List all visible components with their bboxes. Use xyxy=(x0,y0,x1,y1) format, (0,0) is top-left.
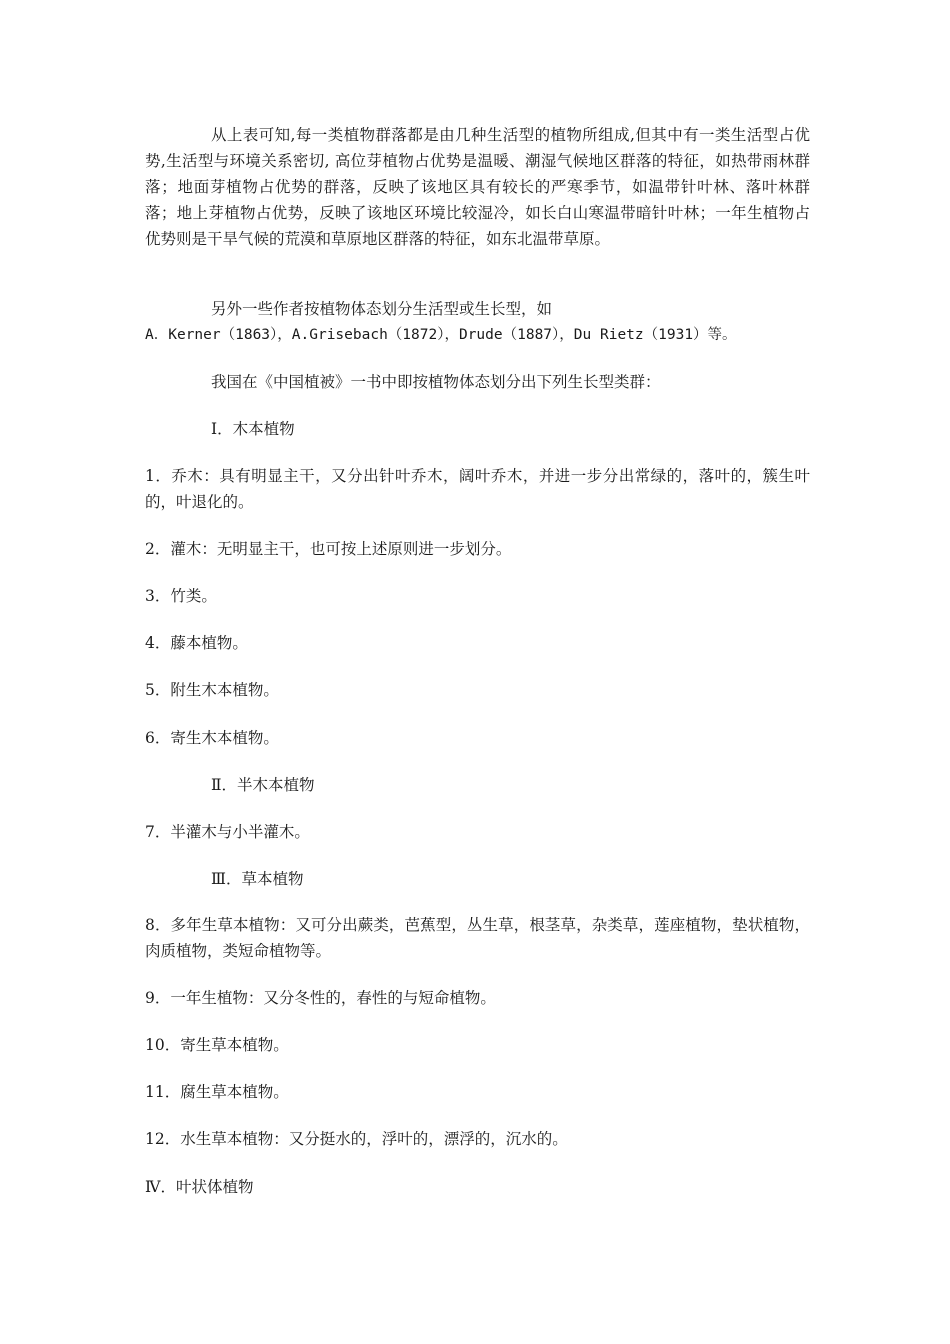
paragraph-other-authors-line2: A．Kerner（1863），A.Grisebach（1872），Drude（1887），Du Rietz（1931）等。 xyxy=(145,327,737,343)
list-item: 7．半灌木与小半灌木。 xyxy=(145,823,310,841)
list-item: 5．附生木本植物。 xyxy=(145,681,279,699)
list-item: 3．竹类。 xyxy=(145,587,217,605)
list-item: 6．寄生木本植物。 xyxy=(145,729,279,747)
paragraph-life-form-dominance: 从上表可知,每一类植物群落都是由几种生活型的植物所组成,但其中有一类生活型占优势,生活型与环境关系密切, 高位芽植物占优势是温暖、潮湿气候地区群落的特征，如热带雨林群落；地面芽植物占优势的群落，反映了该地区具有较长的严寒季节，如温带针叶林、落叶林群落；地上芽植物占优势，反映了该地区环境比较湿冷，如长白山寒温带暗针叶林；一年生植物占优势则是干旱气候的荒漠和草原地区群落的特征，如东北温带草原。 xyxy=(145,126,810,248)
list-item: 2．灌木：无明显主干，也可按上述原则进一步划分。 xyxy=(145,540,512,558)
list-item: 8．多年生草本植物：又可分出蕨类，芭蕉型，丛生草，根茎草，杂类草，莲座植物，垫状植物，肉质植物，类短命植物等。 xyxy=(145,916,810,960)
list-item: 12．水生草本植物：又分挺水的，浮叶的，漂浮的，沉水的。 xyxy=(145,1130,568,1148)
section-heading-woody: Ⅰ．木本植物 xyxy=(211,420,295,438)
section-heading-thalloid: Ⅳ．叶状体植物 xyxy=(145,1178,254,1196)
list-item: 9．一年生植物：又分冬性的，春性的与短命植物。 xyxy=(145,989,496,1007)
list-item: 11．腐生草本植物。 xyxy=(145,1083,289,1101)
list-item: 4．藤本植物。 xyxy=(145,634,248,652)
paragraph-china-vegetation: 我国在《中国植被》一书中即按植物体态划分出下列生长型类群： xyxy=(211,373,661,391)
paragraph-other-authors-line1: 另外一些作者按植物体态划分生活型或生长型，如 xyxy=(211,300,553,318)
section-heading-herbaceous: Ⅲ．草本植物 xyxy=(211,870,304,888)
section-heading-semi-woody: Ⅱ．半木本植物 xyxy=(211,776,315,794)
list-item: 10．寄生草本植物。 xyxy=(145,1036,289,1054)
list-item: 1．乔木：具有明显主干，又分出针叶乔木，阔叶乔木，并进一步分出常绿的，落叶的，簇生叶的，叶退化的。 xyxy=(145,467,810,511)
